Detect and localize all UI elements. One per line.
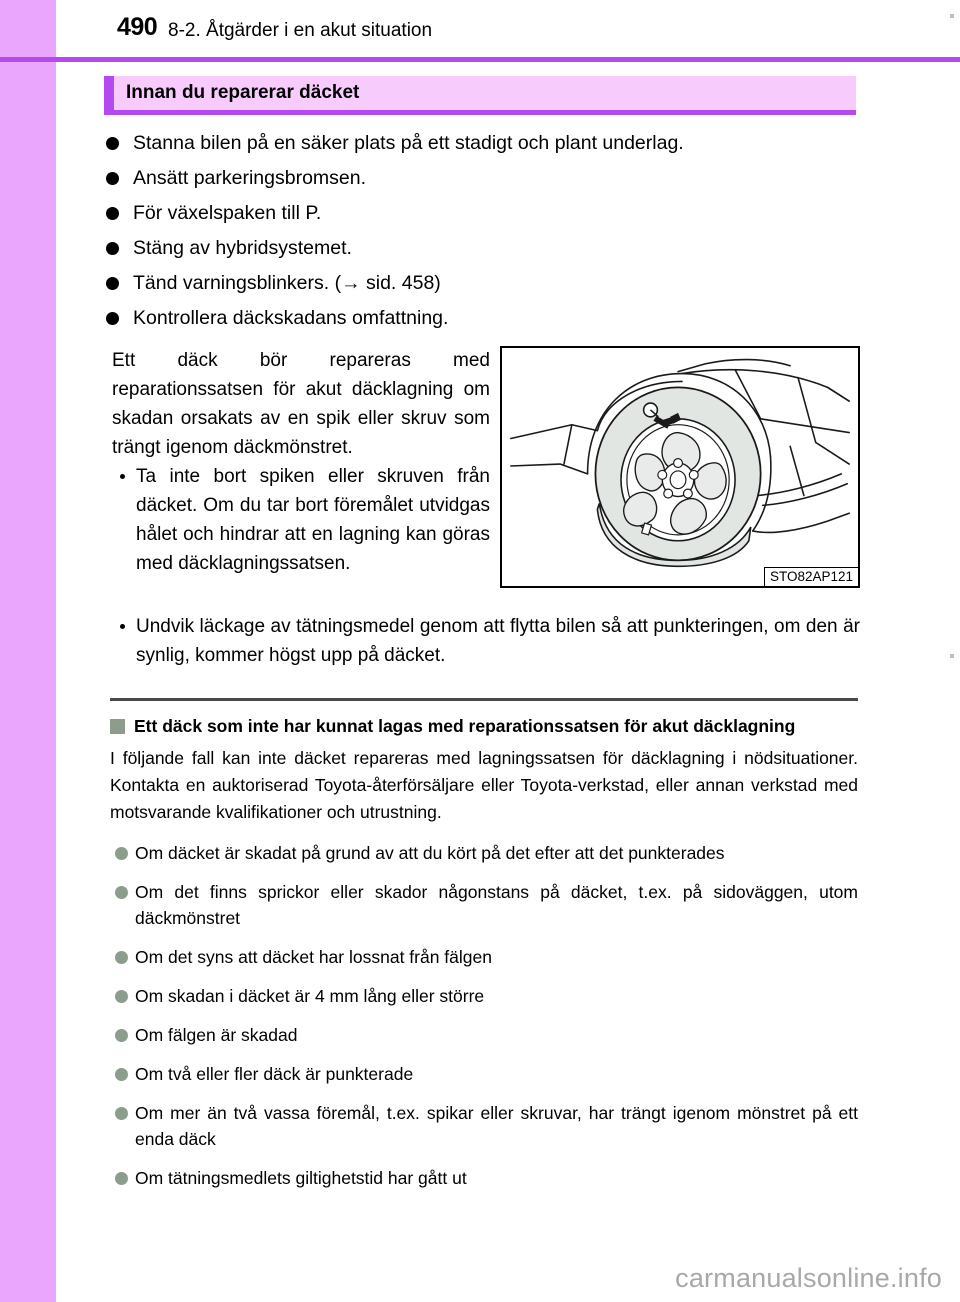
circle-bullet-icon [115,951,128,964]
title-band-accent [104,76,114,110]
intro-sub-bullet-list [112,462,490,578]
circle-bullet-icon [115,1107,128,1120]
page-edge-spine [0,0,56,1302]
preparation-step-list [104,126,860,336]
panel-title: Innan du reparerar däcket [126,82,360,103]
lower-section-heading-text: Ett däck som inte har kunnat lagas med reparationssatsen för akut däcklagning [134,716,796,736]
section-divider [110,698,858,701]
intro-paragraph: Ett däck bör repareras med reparationssatsen för akut däcklagning om skadan orsakats av en spik eller skruv som trängt igenom däckmönstret. [112,350,490,458]
condition-text: Om två eller fler däck är punkterade [135,1064,414,1084]
circle-bullet-icon [115,1172,128,1185]
circle-bullet-icon [115,1068,128,1081]
lower-section-heading [110,713,858,739]
main-content [104,126,860,1204]
filled-circle-bullet-icon [106,137,119,150]
condition-text: Om det syns att däcket har lossnat från fälgen [135,947,492,967]
list-item [110,983,858,1009]
title-band-underline [104,110,856,115]
condition-text: Om skadan i däcket är 4 mm lång eller större [135,986,485,1006]
text-figure-columns [104,346,860,606]
step-text: För växelspaken till P. [133,202,322,224]
circle-bullet-icon [115,1029,128,1042]
list-item [112,462,490,578]
header-divider-rule [0,57,960,62]
step-text: Tänd varningsblinkers. (→ sid. 458) [133,272,441,294]
circle-bullet-icon [115,886,128,899]
filled-circle-bullet-icon [106,312,119,325]
list-item [110,1061,858,1087]
step-text: Ansätt parkeringsbromsen. [133,167,367,189]
intro-text-column [112,346,490,578]
list-item [110,1022,858,1048]
circle-bullet-icon [115,847,128,860]
condition-text: Om tätningsmedlets giltighetstid har gått ut [135,1168,467,1188]
wide-sub-bullet [112,612,860,670]
filled-circle-bullet-icon [106,242,119,255]
list-item [104,266,860,301]
wheel-with-nail-illustration [502,348,858,586]
list-item [110,879,858,931]
step-text: Kontrollera däckskadans omfattning. [133,307,449,329]
sub-bullet-text: Ta inte bort spiken eller skruven från däcket. Om du tar bort föremålet utvidgas hålet och hindrar att en lagning kan göras med däcklagningssatsen. [136,466,490,574]
list-item [104,196,860,231]
list-item [104,231,860,266]
step-text: Stanna bilen på en säker plats på ett stadigt och plant underlag. [133,132,684,154]
edge-tick-mark-middle [950,654,954,658]
condition-text: Om mer än två vassa föremål, t.ex. spikar eller skruvar, har trängt igenom mönstret på ett enda däck [135,1103,858,1149]
small-dot-bullet-icon [120,474,125,479]
step-text: Stäng av hybridsystemet. [133,237,352,259]
panel-title-band [104,76,856,110]
edge-tick-mark-top [950,14,954,18]
list-item [104,301,860,336]
list-item [104,126,860,161]
filled-circle-bullet-icon [106,172,119,185]
section-title: 8-2. Åtgärder i en akut situation [168,20,433,41]
figure-code-label: STO82AP121 [764,567,859,587]
list-item [110,944,858,970]
wide-sub-bullet-text: Undvik läckage av tätningsmedel genom att flytta bilen så att punkteringen, om den är synlig, kommer högst upp på däcket. [136,616,860,666]
lower-section-paragraph: I följande fall kan inte däcket repareras med lagningssatsen för däcklagning i nödsituationer. Kontakta en auktoriserad Toyota-återförsäljare eller Toyota-verkstad, eller annan verkstad med motsvarande kvalifikationer och utrustning. [110,748,858,822]
page-header [56,0,960,57]
list-item [104,161,860,196]
filled-circle-bullet-icon [106,207,119,220]
condition-list [110,840,858,1191]
condition-text: Om däcket är skadat på grund av att du kört på det efter att det punkterades [135,843,725,863]
page-number: 490 [117,13,158,41]
square-bullet-icon [110,719,125,734]
list-item [110,1100,858,1152]
small-dot-bullet-icon [120,624,125,629]
filled-circle-bullet-icon [106,277,119,290]
condition-text: Om fälgen är skadad [135,1025,298,1045]
wheel-illustration-figure [500,346,860,588]
condition-text: Om det finns sprickor eller skador någonstans på däcket, t.ex. på sidoväggen, utom däckmönstret [135,882,858,928]
list-item [110,840,858,866]
circle-bullet-icon [115,990,128,1003]
list-item [110,1165,858,1191]
site-watermark: carmanualsonline.info [675,1263,942,1293]
